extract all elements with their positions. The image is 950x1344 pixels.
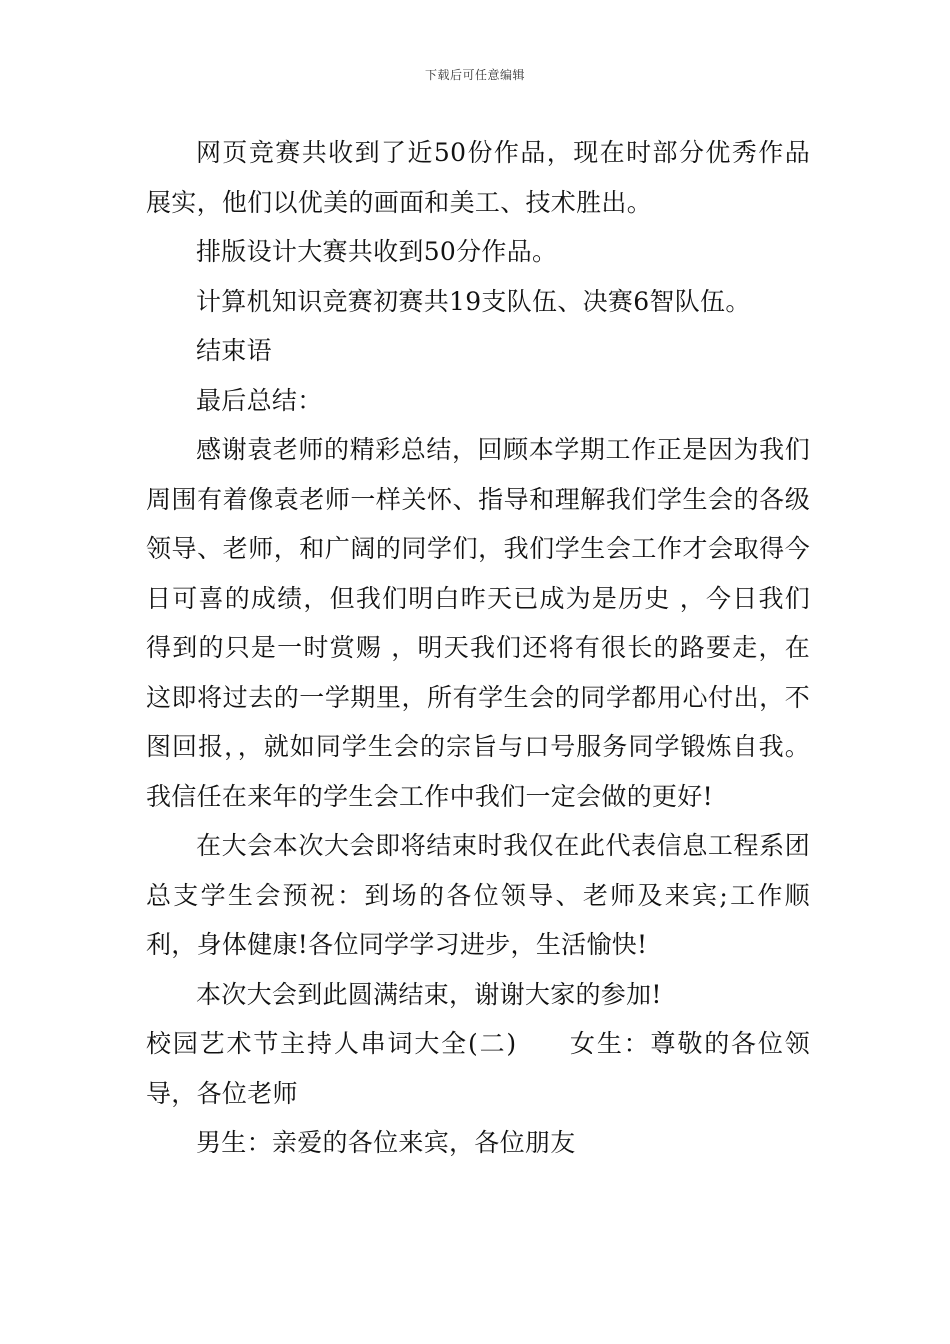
paragraph-male-host: 男生：亲爱的各位来宾，各位朋友 — [196, 1128, 576, 1157]
document-body — [146, 128, 810, 1168]
paragraph-layout-contest: 排版设计大赛共收到50分作品。 — [196, 237, 558, 266]
paragraph-wishes: 在大会本次大会即将结束时我仅在此代表信息工程系团总支学生会预祝：到场的各位领导、老师及来宾;工作顺利，身体健康!各位同学学习进步，生活愉快! — [146, 831, 810, 959]
paragraph-thanks: 感谢袁老师的精彩总结，回顾本学期工作正是因为我们周围有着像袁老师一样关怀、指导和理解我们学生会的各级领导、老师，和广阔的同学们，我们学生会工作才会取得今日可喜的成绩，但我们明白昨天已成为是历史 ，今日我们得到的只是一时赏赐 ，明天我们还将有很长的路要走，在这即将过去的一学期里，所有学生会的同学都用心付出，不图回报，，就如同学生会的宗旨与口号服务同学锻炼自我。我信任在来年的学生会工作中我们一定会做的更好! — [146, 435, 810, 811]
section-heading-line — [146, 1019, 810, 1118]
paragraph-computer-contest: 计算机知识竞赛初赛共19支队伍、决赛6智队伍。 — [196, 286, 751, 316]
section-title: 校园艺术节主持人串词大全(二) — [146, 1029, 517, 1058]
paragraph-closing-heading: 结束语 — [196, 336, 272, 365]
paragraph-web-contest: 网页竞赛共收到了近50份作品，现在时部分优秀作品展实，他们以优美的画面和美工、技术胜出。 — [146, 138, 810, 217]
page-header: 下载后可任意编辑 — [424, 68, 525, 82]
section-first-line: 女生：尊敬的各位领导，各位老师 — [146, 1029, 810, 1108]
paragraph-meeting-end: 本次大会到此圆满结束，谢谢大家的参加! — [196, 979, 662, 1009]
paragraph-final-summary-label: 最后总结： — [196, 385, 323, 415]
